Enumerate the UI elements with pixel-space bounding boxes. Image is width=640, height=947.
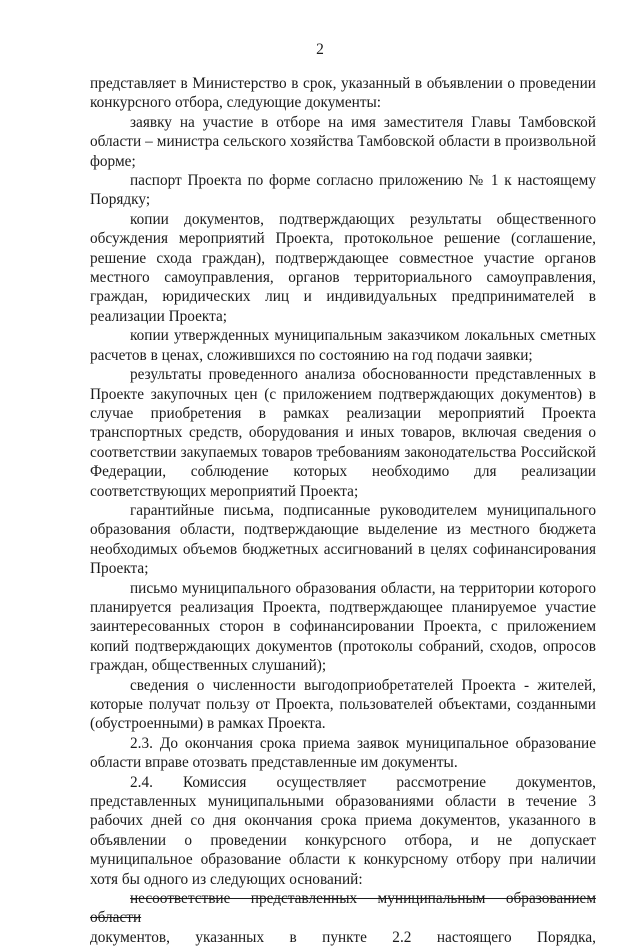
paragraph: гарантийные письма, подписанные руководителем муниципального образования области, подтверждающие выделение из местного бюджета необходимых объемов бюджетных ассигнований в целях софинансирования Проекта; xyxy=(90,501,596,578)
paragraph: 2.4. Комиссия осуществляет рассмотрение документов, представленных муниципальными образованиями области в течение 3 рабочих дней со дня окончания срока приема документов, указанного в объявлении о проведении конкурсного отбора, и не допускает муниципальное образование области к конкурсному отбору при наличии хотя бы одного из следующих оснований: xyxy=(90,773,596,888)
paragraph: копии документов, подтверждающих результаты общественного обсуждения мероприятий Проекта, протокольное решение (соглашение, решение схода граждан), подтверждающее совместное участие органов местного самоуправления, органов территориального самоуправления, граждан, юридических лиц и индивидуальных предпринимателей в реализации Проекта; xyxy=(90,210,596,325)
paragraph: 2.3. До окончания срока приема заявок муниципальное образование области вправе отозвать представленные им документы. xyxy=(90,734,596,772)
paragraph: копии утвержденных муниципальным заказчиком локальных сметных расчетов в ценах, сложившихся по состоянию на год подачи заявки; xyxy=(90,327,596,364)
paragraph: заявку на участие в отборе на имя заместителя Главы Тамбовской области – министра сельского хозяйства Тамбовской области в произвольной форме; xyxy=(90,113,596,170)
paragraph-struck: несоответствие представленных муниципальным образованием области xyxy=(90,890,596,927)
document-body xyxy=(90,74,596,947)
paragraph: письмо муниципального образования области, на территории которого планируется реализация Проекта, подтверждающее планируемое участие заинтересованных сторон в софинансировании Проекта, с приложением копий подтверждающих документов (протоколы собраний, сходов, опросов граждан, общественных слушаний); xyxy=(90,579,596,675)
paragraph: документов, указанных в пункте 2.2 настоящего Порядка, xyxy=(90,928,596,946)
paragraph: представляет в Министерство в срок, указанный в объявлении о проведении конкурсного отбора, следующие документы: xyxy=(90,75,596,112)
paragraph: паспорт Проекта по форме согласно приложению № 1 к настоящему Порядку; xyxy=(90,172,596,209)
page-number: 2 xyxy=(316,41,324,58)
paragraph: сведения о численности выгодоприобретателей Проекта - жителей, которые получат пользу от Проекта, пользователей объектами, созданными (обустроенными) в рамках Проекта. xyxy=(90,676,596,733)
paragraph: результаты проведенного анализа обоснованности представленных в Проекте закупочных цен (с приложением подтверждающих документов) в случае приобретения в рамках реализации мероприятий Проекта транспортных средств, оборудования и иных товаров, включая сведения о соответствии закупаемых товаров требованиям законодательства Российской Федерации, соблюдение которых необходимо для реализации соответствующих мероприятий Проекта; xyxy=(90,366,596,500)
